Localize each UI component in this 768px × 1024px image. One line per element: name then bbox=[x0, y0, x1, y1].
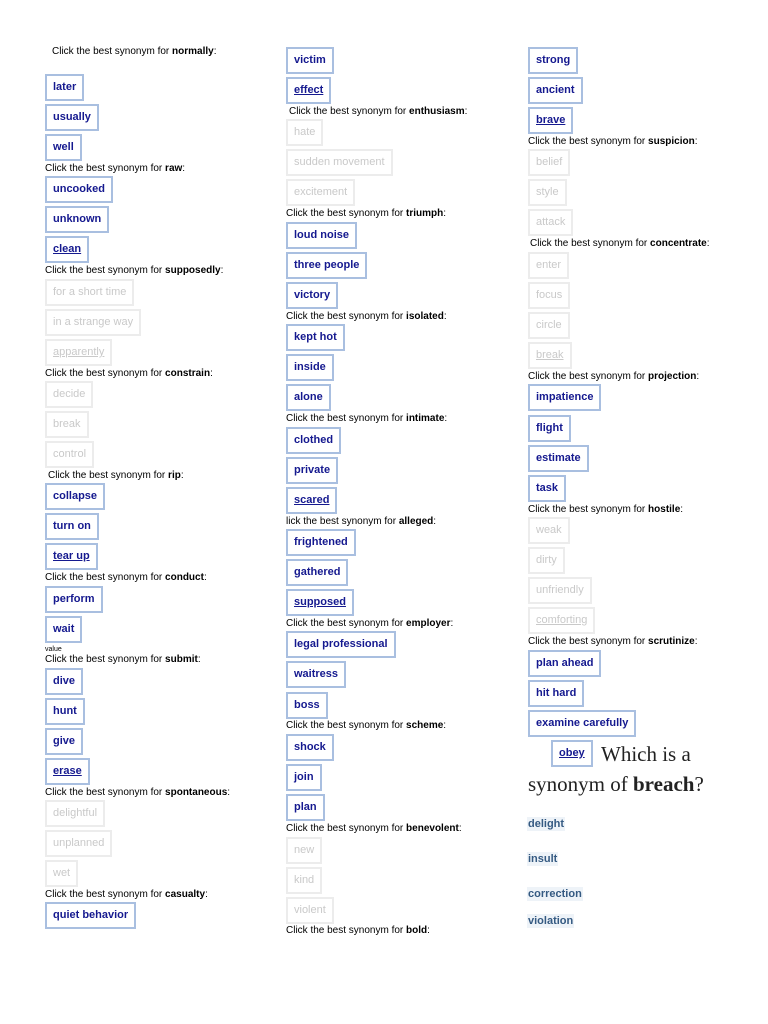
question-isolated: Click the best synonym for isolated: bbox=[286, 311, 447, 322]
question-scheme: Click the best synonym for scheme: bbox=[286, 720, 447, 731]
option-gathered[interactable]: gathered bbox=[286, 559, 348, 586]
question-benevolent: Click the best synonym for benevolent: bbox=[286, 823, 462, 834]
option-erase[interactable]: erase bbox=[45, 758, 90, 785]
option-loud-noise[interactable]: loud noise bbox=[286, 222, 357, 249]
option-brave[interactable]: brave bbox=[528, 107, 573, 134]
option-delightful[interactable]: delightful bbox=[45, 800, 105, 827]
question-submit: Click the best synonym for submit: bbox=[45, 654, 201, 665]
option-belief[interactable]: belief bbox=[528, 149, 570, 176]
option-give[interactable]: give bbox=[45, 728, 83, 755]
option-collapse[interactable]: collapse bbox=[45, 483, 105, 510]
option-break-2[interactable]: break bbox=[528, 342, 572, 369]
question-hostile: Click the best synonym for hostile: bbox=[528, 504, 684, 515]
option-comforting[interactable]: comforting bbox=[528, 607, 595, 634]
option-effect[interactable]: effect bbox=[286, 77, 331, 104]
option-turn-on[interactable]: turn on bbox=[45, 513, 99, 540]
question-intimate: Click the best synonym for intimate: bbox=[286, 413, 448, 424]
option-plan[interactable]: plan bbox=[286, 794, 325, 821]
option-excitement[interactable]: excitement bbox=[286, 179, 355, 206]
option-supposed[interactable]: supposed bbox=[286, 589, 354, 616]
option-style[interactable]: style bbox=[528, 179, 567, 206]
question-concentrate: Click the best synonym for concentrate: bbox=[530, 238, 710, 249]
option-examine-carefully[interactable]: examine carefully bbox=[528, 710, 636, 737]
option-boss[interactable]: boss bbox=[286, 692, 328, 719]
option-inside[interactable]: inside bbox=[286, 354, 334, 381]
option-three-people[interactable]: three people bbox=[286, 252, 367, 279]
option-clean[interactable]: clean bbox=[45, 236, 89, 263]
option-dive[interactable]: dive bbox=[45, 668, 83, 695]
option-hit-hard[interactable]: hit hard bbox=[528, 680, 584, 707]
option-shock[interactable]: shock bbox=[286, 734, 334, 761]
option-task[interactable]: task bbox=[528, 475, 566, 502]
option-obey[interactable]: obey bbox=[551, 740, 593, 767]
option-wet[interactable]: wet bbox=[45, 860, 78, 887]
option-violent[interactable]: violent bbox=[286, 897, 334, 924]
option-decide[interactable]: decide bbox=[45, 381, 93, 408]
option-kind[interactable]: kind bbox=[286, 867, 322, 894]
option-sudden-movement[interactable]: sudden movement bbox=[286, 149, 393, 176]
question-conduct: Click the best synonym for conduct: bbox=[45, 572, 207, 583]
option-join[interactable]: join bbox=[286, 764, 322, 791]
option-attack[interactable]: attack bbox=[528, 209, 573, 236]
option-waitress[interactable]: waitress bbox=[286, 661, 346, 688]
option-clothed[interactable]: clothed bbox=[286, 427, 341, 454]
option-legal-professional[interactable]: legal professional bbox=[286, 631, 396, 658]
question-raw: Click the best synonym for raw: bbox=[45, 163, 186, 174]
option-weak[interactable]: weak bbox=[528, 517, 570, 544]
option-private[interactable]: private bbox=[286, 457, 338, 484]
option-new[interactable]: new bbox=[286, 837, 322, 864]
option-apparently[interactable]: apparently bbox=[45, 339, 112, 366]
question-rip: Click the best synonym for rip: bbox=[48, 470, 184, 481]
option-unplanned[interactable]: unplanned bbox=[45, 830, 112, 857]
question-bold: Click the best synonym for bold: bbox=[286, 925, 430, 936]
option-later[interactable]: later bbox=[45, 74, 84, 101]
option-dirty[interactable]: dirty bbox=[528, 547, 565, 574]
option-violation[interactable]: violation bbox=[528, 915, 574, 927]
option-unfriendly[interactable]: unfriendly bbox=[528, 577, 592, 604]
question-casualty: Click the best synonym for casualty: bbox=[45, 889, 208, 900]
question-spontaneous: Click the best synonym for spontaneous: bbox=[45, 787, 231, 798]
option-plan-ahead[interactable]: plan ahead bbox=[528, 650, 601, 677]
option-focus[interactable]: focus bbox=[528, 282, 570, 309]
value-label: value bbox=[45, 646, 62, 653]
option-hate[interactable]: hate bbox=[286, 119, 323, 146]
option-flight[interactable]: flight bbox=[528, 415, 571, 442]
option-usually[interactable]: usually bbox=[45, 104, 99, 131]
option-unknown[interactable]: unknown bbox=[45, 206, 109, 233]
option-delight[interactable]: delight bbox=[528, 818, 565, 830]
option-in-a-strange-way[interactable]: in a strange way bbox=[45, 309, 141, 336]
breach-question-line1: Which is a bbox=[601, 742, 691, 766]
option-victim[interactable]: victim bbox=[286, 47, 334, 74]
option-insult[interactable]: insult bbox=[528, 853, 558, 865]
option-scared[interactable]: scared bbox=[286, 487, 337, 514]
option-well[interactable]: well bbox=[45, 134, 82, 161]
option-impatience[interactable]: impatience bbox=[528, 384, 601, 411]
question-triumph: Click the best synonym for triumph: bbox=[286, 208, 447, 219]
question-suspicion: Click the best synonym for suspicion: bbox=[528, 136, 698, 147]
option-uncooked[interactable]: uncooked bbox=[45, 176, 113, 203]
option-quiet-behavior[interactable]: quiet behavior bbox=[45, 902, 136, 929]
option-estimate[interactable]: estimate bbox=[528, 445, 589, 472]
option-enter[interactable]: enter bbox=[528, 252, 569, 279]
question-scrutinize: Click the best synonym for scrutinize: bbox=[528, 636, 698, 647]
question-employer: Click the best synonym for employer: bbox=[286, 618, 454, 629]
question-normally: Click the best synonym for normally: bbox=[52, 46, 217, 57]
option-alone[interactable]: alone bbox=[286, 384, 331, 411]
option-kept-hot[interactable]: kept hot bbox=[286, 324, 345, 351]
question-enthusiasm: Click the best synonym for enthusiasm: bbox=[289, 106, 468, 117]
option-for-a-short-time[interactable]: for a short time bbox=[45, 279, 134, 306]
option-victory[interactable]: victory bbox=[286, 282, 338, 309]
option-correction[interactable]: correction bbox=[528, 888, 582, 900]
option-break[interactable]: break bbox=[45, 411, 89, 438]
option-strong[interactable]: strong bbox=[528, 47, 578, 74]
question-projection: Click the best synonym for projection: bbox=[528, 371, 700, 382]
question-constrain: Click the best synonym for constrain: bbox=[45, 368, 213, 379]
option-tear-up[interactable]: tear up bbox=[45, 543, 98, 570]
option-ancient[interactable]: ancient bbox=[528, 77, 583, 104]
question-supposedly: Click the best synonym for supposedly: bbox=[45, 265, 224, 276]
option-perform[interactable]: perform bbox=[45, 586, 103, 613]
option-frightened[interactable]: frightened bbox=[286, 529, 356, 556]
option-hunt[interactable]: hunt bbox=[45, 698, 85, 725]
option-circle[interactable]: circle bbox=[528, 312, 570, 339]
question-alleged: lick the best synonym for alleged: bbox=[286, 516, 437, 527]
option-wait[interactable]: wait bbox=[45, 616, 82, 643]
option-control[interactable]: control bbox=[45, 441, 94, 468]
breach-question-line2: synonym of breach? bbox=[528, 772, 704, 796]
